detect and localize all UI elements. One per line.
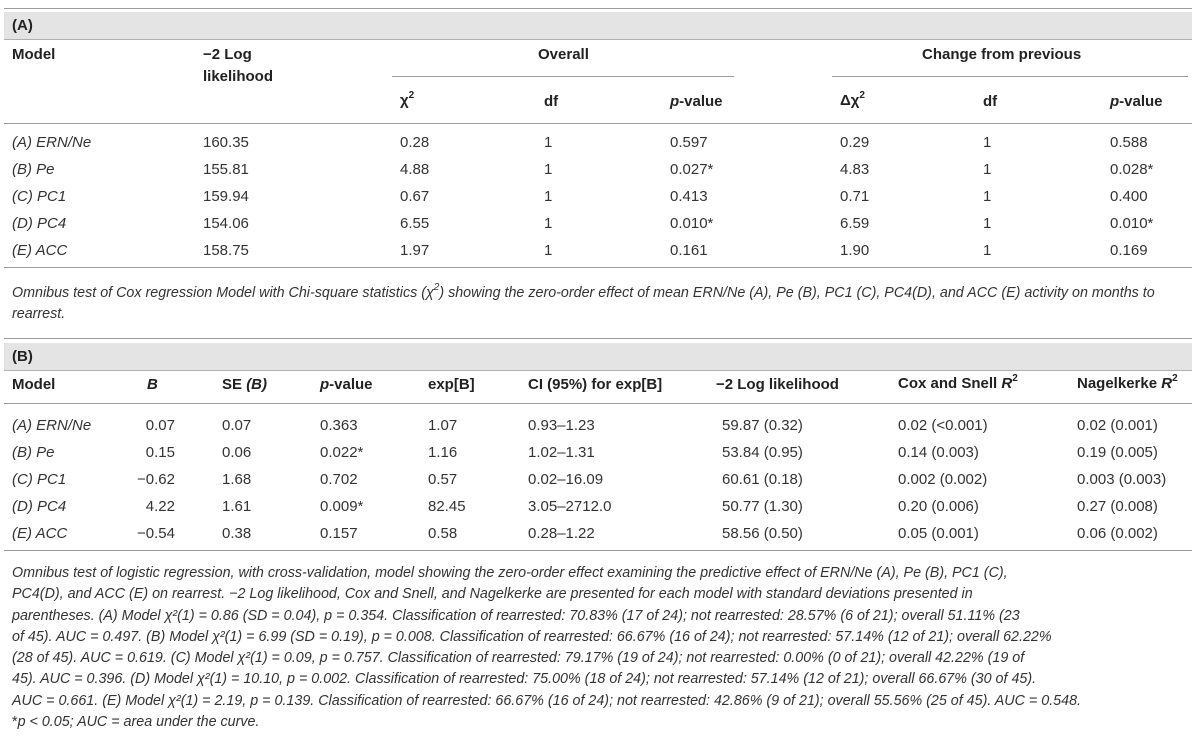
- a-cell-delta-chi2: 1.90: [840, 242, 870, 259]
- a-cell-chi2: 1.97: [400, 242, 430, 259]
- a-cell-p: 0.027*: [670, 161, 714, 178]
- b-cell-se: 0.06: [222, 444, 252, 461]
- a-overall-underline: [392, 76, 734, 77]
- b-cell-model: (B) Pe: [12, 444, 55, 461]
- a-change-underline: [832, 76, 1188, 77]
- table-a-note-part1: Omnibus test of Cox regression Model with Chi-square statistics (χ: [12, 285, 434, 301]
- b-cell-se: 1.68: [222, 471, 252, 488]
- a-header-loglik-line1: −2 Log: [203, 46, 252, 63]
- a-cell-df: 1: [544, 215, 553, 232]
- table-b-note-lines: [12, 563, 1188, 712]
- a-header-p-value2: [1110, 93, 1163, 110]
- a-header-change: Change from previous: [922, 46, 1082, 63]
- b-header-p: p: [320, 376, 330, 393]
- b-cell-coxsnell: 0.002 (0.002): [898, 471, 988, 488]
- b-cell-loglik: 50.77 (1.30): [722, 498, 803, 515]
- table-b-footnote-p: p: [17, 714, 26, 731]
- section-a-label: (A): [12, 17, 33, 34]
- b-cell-expb: 82.45: [428, 498, 466, 515]
- b-header-expb: exp[B]: [428, 376, 475, 393]
- b-header-se-text: SE: [222, 376, 243, 393]
- a-cell-df2: 1: [983, 215, 992, 232]
- b-cell-loglik: 60.61 (0.18): [722, 471, 803, 488]
- b-header-se-b: (B): [246, 376, 268, 393]
- a-cell-df2: 1: [983, 188, 992, 205]
- b-cell-loglik: 59.87 (0.32): [722, 417, 803, 434]
- b-cell-b: −0.54: [137, 525, 175, 542]
- b-cell-expb: 0.57: [428, 471, 458, 488]
- b-cell-ci: 1.02–1.31: [528, 444, 595, 461]
- b-header-se: [222, 376, 267, 393]
- a-cell-loglik: 160.35: [203, 134, 249, 151]
- a-cell-loglik: 159.94: [203, 188, 249, 205]
- b-cell-nagelkerke: 0.02 (0.001): [1077, 417, 1158, 434]
- b-bottom-rule: [4, 550, 1192, 551]
- b-cell-p: 0.363: [320, 417, 358, 434]
- section-b-header-rule: [4, 370, 1192, 371]
- note-line: Omnibus test of logistic regression, with cross-validation, model showing the zero-order effect examining the predictive effect of ERN/Ne (A), Pe (B), PC1 (C),: [12, 565, 1008, 581]
- b-header-loglik: −2 Log likelihood: [716, 376, 839, 393]
- between-tables-rule: [4, 338, 1192, 339]
- b-cell-b: −0.62: [137, 471, 175, 488]
- a-cell-chi2: 4.88: [400, 161, 430, 178]
- a-bottom-rule: [4, 267, 1192, 268]
- a-header-df2: df: [983, 93, 998, 110]
- table-b-note: [12, 563, 1188, 733]
- a-header-chi2: [400, 92, 414, 109]
- a-cell-model: (E) ACC: [12, 242, 68, 259]
- a-header-delta-chi2: [840, 92, 865, 109]
- b-cell-loglik: 53.84 (0.95): [722, 444, 803, 461]
- b-cell-coxsnell: 0.14 (0.003): [898, 444, 979, 461]
- b-cell-p: 0.702: [320, 471, 358, 488]
- note-line: (28 of 45). AUC = 0.619. (C) Model χ²(1) = 0.09, p = 0.757. Classification of rearrested: 79.17% (19 of 24); not rearrested: 0.00% (0 of 21); overall 42.22% (19 of: [12, 650, 1025, 667]
- a-header-df: df: [544, 93, 559, 110]
- b-cell-expb: 1.07: [428, 417, 458, 434]
- b-cell-loglik: 58.56 (0.50): [722, 525, 803, 542]
- b-header-p-rest: -value: [329, 376, 373, 393]
- b-header-bottom-rule: [4, 403, 1192, 404]
- a-header-model: Model: [12, 46, 56, 63]
- a-header-p2: p: [1110, 93, 1120, 110]
- a-cell-chi2: 0.67: [400, 188, 430, 205]
- a-cell-df2: 1: [983, 134, 992, 151]
- a-cell-chi2: 6.55: [400, 215, 430, 232]
- b-header-coxsnell: [898, 375, 1018, 392]
- a-cell-p: 0.413: [670, 188, 708, 205]
- b-header-p-value: [320, 376, 373, 393]
- a-cell-chi2: 0.28: [400, 134, 430, 151]
- b-cell-nagelkerke: 0.06 (0.002): [1077, 525, 1158, 542]
- b-cell-coxsnell: 0.05 (0.001): [898, 525, 979, 542]
- b-cell-ci: 3.05–2712.0: [528, 498, 612, 515]
- a-cell-df: 1: [544, 242, 553, 259]
- a-cell-df: 1: [544, 134, 553, 151]
- a-cell-delta-chi2: 0.71: [840, 188, 870, 205]
- a-header-bottom-rule: [4, 123, 1192, 124]
- b-header-nagelkerke-r: R: [1161, 375, 1173, 392]
- a-cell-p: 0.161: [670, 242, 708, 259]
- table-b-footnote-symbol: *: [12, 714, 18, 731]
- a-cell-df: 1: [544, 188, 553, 205]
- a-cell-model: (A) ERN/Ne: [12, 134, 92, 151]
- b-cell-se: 0.38: [222, 525, 252, 542]
- b-cell-coxsnell: 0.20 (0.006): [898, 498, 979, 515]
- b-header-coxsnell-r: R: [1001, 375, 1013, 392]
- section-a-band: [4, 12, 1192, 39]
- b-header-model: Model: [12, 376, 56, 393]
- note-line: 45). AUC = 0.396. (D) Model χ²(1) = 10.10, p = 0.002. Classification of rearrested: 75.00% (18 of 24); not rearrested: 57.14% (12 of 21); overall 66.67% (30 of 45).: [12, 671, 1037, 688]
- a-cell-df2: 1: [983, 242, 992, 259]
- b-cell-p: 0.009*: [320, 498, 364, 515]
- note-line: of 45). AUC = 0.497. (B) Model χ²(1) = 6.99 (SD = 0.19), p = 0.008. Classification of rearrested: 66.67% (16 of 24); not rearrested: 57.14% (12 of 21); overall 62.22%: [12, 628, 1052, 645]
- b-header-coxsnell-text: Cox and Snell: [898, 375, 998, 392]
- b-header-nagelkerke-sup: 2: [1172, 373, 1178, 384]
- a-cell-p2: 0.588: [1110, 134, 1148, 151]
- a-cell-delta-chi2: 0.29: [840, 134, 870, 151]
- a-header-delta-chi2-sup: 2: [859, 90, 865, 101]
- note-line: AUC = 0.661. (E) Model χ²(1) = 2.19, p = 0.139. Classification of rearrested: 66.67% (16 of 24); not rearrested: 42.86% (9 of 21); overall 55.56% (25 of 45). AUC = 0.548.: [12, 692, 1081, 709]
- a-header-p-rest: -value: [679, 93, 723, 110]
- a-cell-loglik: 154.06: [203, 215, 249, 232]
- a-header-p: p: [670, 93, 680, 110]
- b-cell-se: 0.07: [222, 417, 252, 434]
- a-cell-loglik: 158.75: [203, 242, 249, 259]
- b-cell-b: 0.07: [145, 417, 175, 434]
- b-cell-nagelkerke: 0.19 (0.005): [1077, 444, 1158, 461]
- b-cell-ci: 0.28–1.22: [528, 525, 595, 542]
- b-cell-ci: 0.93–1.23: [528, 417, 595, 434]
- b-header-ci: CI (95%) for exp[B]: [528, 376, 663, 393]
- b-header-coxsnell-sup: 2: [1012, 373, 1018, 384]
- a-cell-df2: 1: [983, 161, 992, 178]
- b-header-b: B: [147, 376, 158, 393]
- section-b-label: (B): [12, 348, 33, 365]
- note-line: PC4(D), and ACC (E) on rearrest. −2 Log likelihood, Cox and Snell, and Nagelkerke are presented for each model with standard deviations presented in: [12, 586, 973, 603]
- b-cell-p: 0.022*: [320, 444, 364, 461]
- a-header-chi2-symbol: χ: [400, 92, 409, 109]
- table-b-footnote: [12, 712, 1188, 733]
- b-cell-b: 4.22: [145, 498, 175, 515]
- b-cell-ci: 0.02–16.09: [528, 471, 604, 488]
- b-cell-model: (C) PC1: [12, 471, 67, 488]
- a-cell-p2: 0.028*: [1110, 161, 1154, 178]
- a-cell-delta-chi2: 6.59: [840, 215, 870, 232]
- b-cell-expb: 1.16: [428, 444, 458, 461]
- table-b-footnote-rest: < 0.05; AUC = area under the curve.: [25, 714, 260, 731]
- a-cell-p: 0.597: [670, 134, 708, 151]
- table-a-note-sup: 2: [433, 282, 440, 294]
- note-line: parentheses. (A) Model χ²(1) = 0.86 (SD = 0.04), p = 0.354. Classification of rearrested: 70.83% (17 of 24); not rearrested: 28.57% (6 of 21); overall 51.11% (23: [12, 607, 1020, 624]
- table-a-note-part2: ) showing the zero-order effect of mean ERN/Ne (A), Pe (B), PC1 (C), PC4(D), and ACC (E) activity on months to rearrest.: [12, 285, 1155, 323]
- top-rule: [4, 8, 1192, 9]
- b-cell-expb: 0.58: [428, 525, 458, 542]
- b-cell-b: 0.15: [145, 444, 175, 461]
- a-cell-p2: 0.010*: [1110, 215, 1154, 232]
- a-cell-p: 0.010*: [670, 215, 714, 232]
- a-cell-model: (B) Pe: [12, 161, 55, 178]
- table-a-note: [12, 283, 1188, 326]
- a-header-chi2-sup: 2: [408, 90, 415, 101]
- a-header-overall: Overall: [538, 46, 589, 63]
- b-header-nagelkerke: [1077, 375, 1178, 392]
- a-cell-model: (C) PC1: [12, 188, 67, 205]
- a-header-delta-chi2-symbol: Δχ: [840, 92, 860, 109]
- a-cell-loglik: 155.81: [203, 161, 249, 178]
- b-cell-p: 0.157: [320, 525, 358, 542]
- section-b-band: [4, 343, 1192, 370]
- b-cell-nagelkerke: 0.003 (0.003): [1077, 471, 1167, 488]
- a-cell-delta-chi2: 4.83: [840, 161, 870, 178]
- b-cell-se: 1.61: [222, 498, 252, 515]
- a-cell-df: 1: [544, 161, 553, 178]
- a-cell-p2: 0.169: [1110, 242, 1148, 259]
- b-cell-coxsnell: 0.02 (<0.001): [898, 417, 988, 434]
- a-cell-p2: 0.400: [1110, 188, 1148, 205]
- a-header-p2-rest: -value: [1119, 93, 1163, 110]
- a-header-loglik-line2: likelihood: [203, 68, 274, 85]
- b-header-nagelkerke-text: Nagelkerke: [1077, 375, 1158, 392]
- b-cell-model: (A) ERN/Ne: [12, 417, 92, 434]
- section-a-header-rule: [4, 39, 1192, 40]
- a-cell-model: (D) PC4: [12, 215, 67, 232]
- b-cell-nagelkerke: 0.27 (0.008): [1077, 498, 1158, 515]
- b-cell-model: (D) PC4: [12, 498, 67, 515]
- b-cell-model: (E) ACC: [12, 525, 68, 542]
- a-header-p-value: [670, 93, 723, 110]
